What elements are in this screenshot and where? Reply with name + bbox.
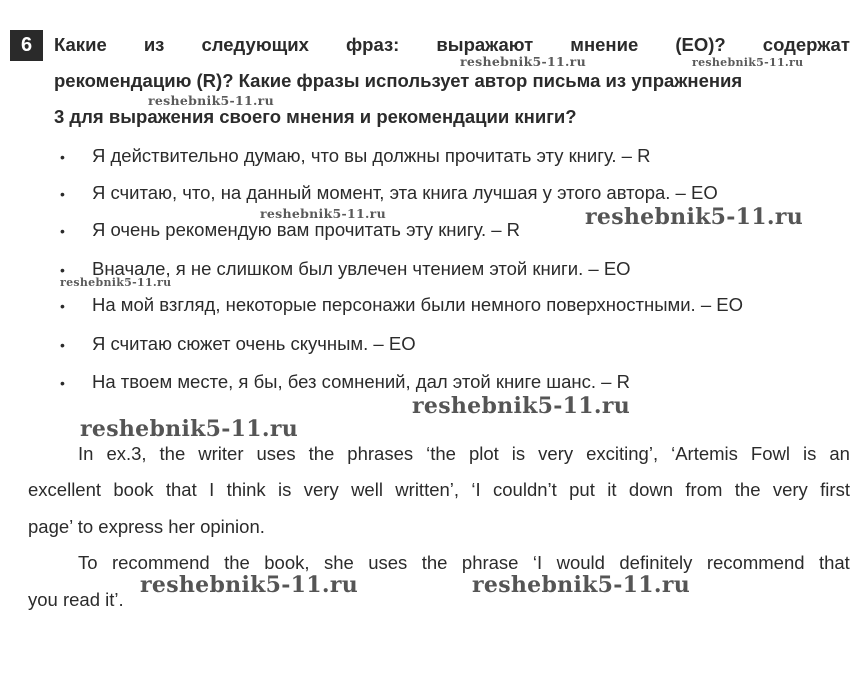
list-item-text: Я действительно думаю, что вы должны прочитать эту книгу. – R [92,145,651,166]
exercise-number-badge: 6 [10,30,43,61]
task-word: из [143,34,165,55]
list-item [60,333,416,355]
task-word: следующих [201,34,309,55]
bullet-icon: • [60,337,65,354]
list-item [60,219,520,241]
watermark: reshebnik5-11.ru [60,276,172,289]
list-item [60,145,650,167]
task-word: мнение [570,34,639,55]
list-item [60,182,718,204]
task-word: содержат [762,34,850,55]
bullet-icon: • [60,186,65,203]
list-item [60,294,743,316]
bullet-icon: • [60,149,65,166]
task-line-3: 3 для выражения своего мнения и рекомендации книги? [54,106,577,127]
answer-2-line-2: you read it’. [28,589,124,610]
answer-2-line-1: To recommend the book, she uses the phrase ‘I would definitely recommend that [78,552,850,573]
list-item [60,371,630,393]
watermark: reshebnik5-11.ru [412,393,631,419]
list-item-text: Я очень рекомендую вам прочитать эту книгу. – R [92,219,521,240]
watermark: reshebnik5-11.ru [140,572,359,598]
answer-1-line-3: page’ to express her opinion. [28,516,265,537]
watermark: reshebnik5-11.ru [80,416,299,442]
watermark: reshebnik5-11.ru [260,206,386,221]
task-word: Какие [54,34,107,55]
task-word: выражают [436,34,534,55]
bullet-icon: • [60,223,65,240]
answer-1-line-2: excellent book that I think is very well written’, ‘I couldn’t put it down from the very first [28,479,850,500]
answer-1-line-1: In ex.3, the writer uses the phrases ‘the plot is very exciting’, ‘Artemis Fowl is an [78,443,850,464]
bullet-icon: • [60,262,65,279]
list-item-text: На мой взгляд, некоторые персонажи были немного поверхностными. – EO [92,294,743,315]
list-item-text: Я считаю, что, на данный момент, эта книга лучшая у этого автора. – EO [92,182,718,203]
list-item-text: На твоем месте, я бы, без сомнений, дал этой книге шанс. – R [92,371,630,392]
bullet-icon: • [60,298,65,315]
watermark: reshebnik5-11.ru [460,54,586,69]
list-item-text: Я считаю сюжет очень скучным. – EO [92,333,416,354]
task-line-1 [54,36,850,55]
watermark: reshebnik5-11.ru [692,56,804,69]
watermark: reshebnik5-11.ru [148,93,274,108]
task-word: (EO)? [675,34,726,55]
watermark: reshebnik5-11.ru [585,204,804,230]
bullet-icon: • [60,375,65,392]
task-line-2: рекомендацию (R)? Какие фразы использует автор письма из упражнения [54,70,743,91]
task-word: фраз: [345,34,400,55]
watermark: reshebnik5-11.ru [472,572,691,598]
list-item-text: Вначале, я не слишком был увлечен чтением этой книги. – EO [92,258,631,279]
